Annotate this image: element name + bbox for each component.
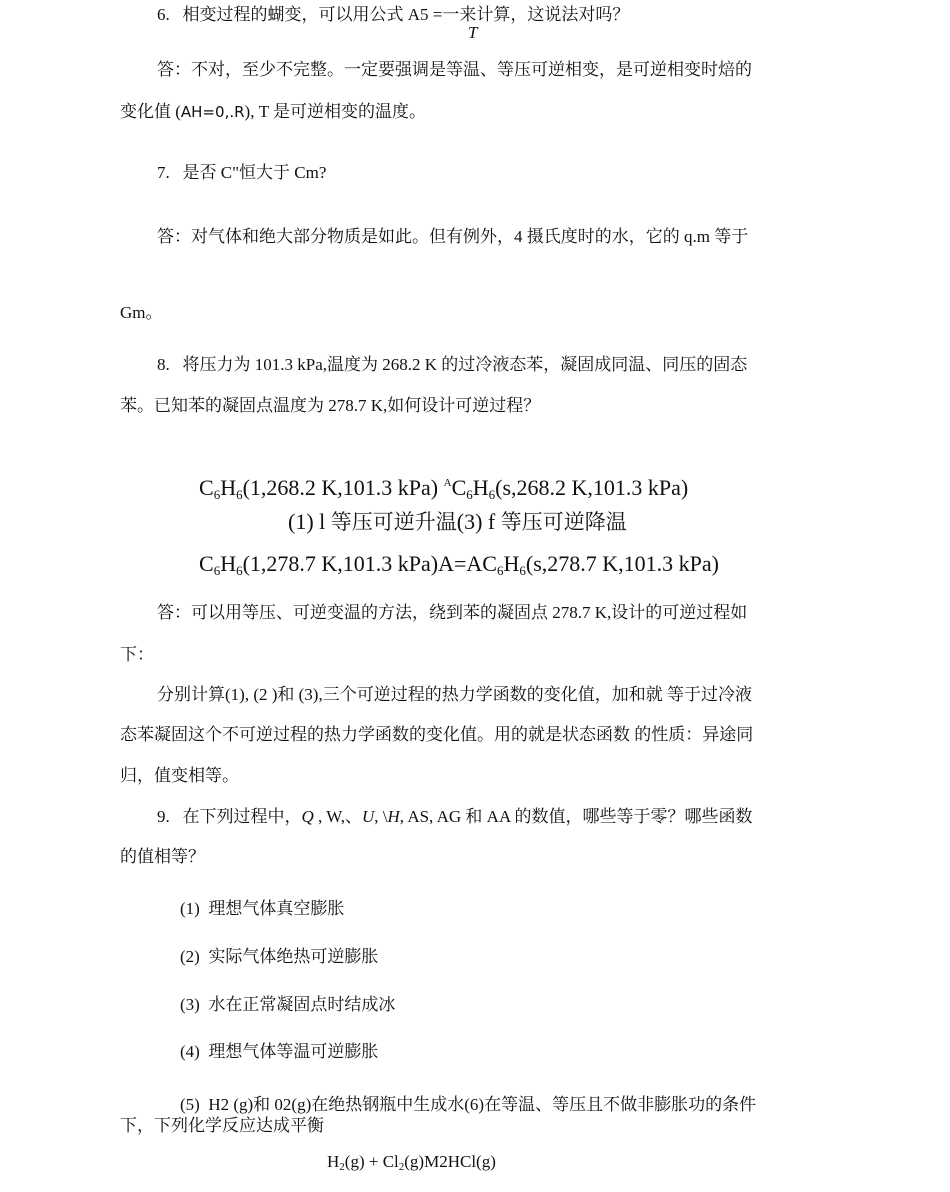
q9-item-2: (2) 实际气体绝热可逆膨胀: [180, 947, 379, 966]
q8-answer-line2: 下：: [120, 645, 154, 664]
q8-equation-2: [288, 508, 627, 536]
eq3-sub3: 6: [496, 563, 504, 578]
q8-calc-line1: 分别计算(1), (2 )和 (3),三个可逆过程的热力学函数的变化值，加和就 等于过冷液: [157, 685, 752, 704]
eq1-condition2: (s,268.2 K,101.3 kPa): [495, 475, 689, 500]
eq2-step3: (3) f: [456, 509, 501, 534]
eq3-sub1: 6: [213, 563, 221, 578]
q9-question-prefix: 9. 在下列过程中，: [157, 807, 302, 826]
q9-question-line1: [157, 806, 753, 828]
eq1-condition: (1,268.2 K,101.3 kPa): [242, 475, 444, 500]
q6-fraction-denominator: T: [468, 23, 478, 42]
eq3-h2: H: [503, 551, 520, 576]
eq1-h2: H: [472, 475, 489, 500]
reaction-end: (g)M2HCl(g): [404, 1152, 496, 1171]
q9-item-4: (4) 理想气体等温可逆膨胀: [180, 1042, 379, 1061]
eq3-condition2: (s,278.7 K,101.3 kPa): [525, 551, 719, 576]
q9-q-symbol: Q: [301, 807, 314, 826]
reaction-sub2: 2: [398, 1161, 405, 1173]
eq1-sub3: 6: [466, 487, 473, 502]
eq1-h: H: [220, 475, 237, 500]
q6-answer-prefix: 变化值 (: [120, 102, 181, 121]
q6-answer-line2: [120, 101, 426, 123]
q7-question: 7. 是否 C"恒大于 Cm?: [157, 163, 327, 182]
eq1-sub2: 6: [236, 487, 243, 502]
q8-calc-line2: 态苯凝固这个不可逆过程的热力学函数的变化值。用的就是状态函数 的性质：异途同: [120, 725, 754, 744]
q8-calc-line3: 归，值变相等。: [120, 766, 239, 785]
q6-question: 6. 相变过程的蝴变，可以用公式 A5 =一来计算，这说法对吗？: [157, 5, 630, 24]
q8-question-line2: 苯。已知苯的凝固点温度为 278.7 K,如何设计可逆过程？: [120, 396, 541, 415]
eq1-c2: C: [451, 475, 467, 500]
q9-mid2: , \: [374, 807, 388, 826]
eq3-condition: (1,278.7 K,101.3 kPa)A=AC: [242, 551, 497, 576]
eq2-step1: (1) l: [288, 509, 331, 534]
q8-equation-3: [199, 550, 719, 585]
q9-reaction-equation: [327, 1151, 496, 1178]
q8-answer-line1: 答：可以用等压、可逆变温的方法，绕到苯的凝固点 278.7 K,设计的可逆过程如: [157, 603, 748, 622]
reaction-mid: (g) + Cl: [344, 1152, 399, 1171]
eq1-c: C: [199, 475, 214, 500]
q6-answer-suffix: ), T 是可逆相变的温度。: [244, 102, 427, 121]
q6-answer-formula: AH=0,.R: [180, 103, 245, 121]
eq1-sub4: 6: [488, 487, 496, 502]
q8-equation-1: [199, 469, 688, 509]
eq1-sub1: 6: [213, 487, 221, 502]
q9-question-line2: 的值相等？: [120, 847, 205, 866]
q9-item-3: (3) 水在正常凝固点时结成冰: [180, 995, 396, 1014]
q8-question-line1: 8. 将压力为 101.3 kPa,温度为 268.2 K 的过冷液态苯，凝固成同温、同压的固态: [157, 355, 748, 374]
eq2-step1-label: 等压可逆升温: [330, 510, 457, 534]
reaction-sub1: 2: [339, 1161, 345, 1173]
q9-item-5-line1: (5) H2 (g)和 02(g)在绝热钢瓶中生成水(6)在等温、等压且不做非膨胀功的条件: [180, 1095, 757, 1114]
eq3-sub4: 6: [519, 563, 526, 578]
reaction-h: H: [327, 1152, 340, 1171]
eq3-sub2: 6: [236, 563, 243, 578]
q9-item-1: (1) 理想气体真空膨胀: [180, 899, 345, 918]
eq1-arrow: A: [443, 477, 452, 489]
q9-h-symbol: H: [387, 807, 400, 826]
eq2-step3-label: 等压可逆降温: [500, 510, 627, 534]
q9-item-5-line2: 下，下列化学反应达成平衡: [120, 1116, 324, 1135]
q7-answer-line2: Gm。: [120, 303, 163, 322]
eq3-c: C: [199, 551, 214, 576]
eq3-h: H: [220, 551, 237, 576]
q9-u-symbol: U: [361, 807, 375, 826]
q9-question-suffix: , AS, AG 和 AA 的数值，哪些等于零？哪些函数: [399, 807, 753, 826]
q7-answer-line1: 答：对气体和绝大部分物质是如此。但有例外，4 摄氏度时的水，它的 q.m 等于: [157, 227, 749, 246]
q9-mid1: , W,、: [313, 807, 362, 826]
q6-answer-line1: 答：不对，至少不完整。一定要强调是等温、等压可逆相变，是可逆相变时焙的: [157, 60, 752, 79]
